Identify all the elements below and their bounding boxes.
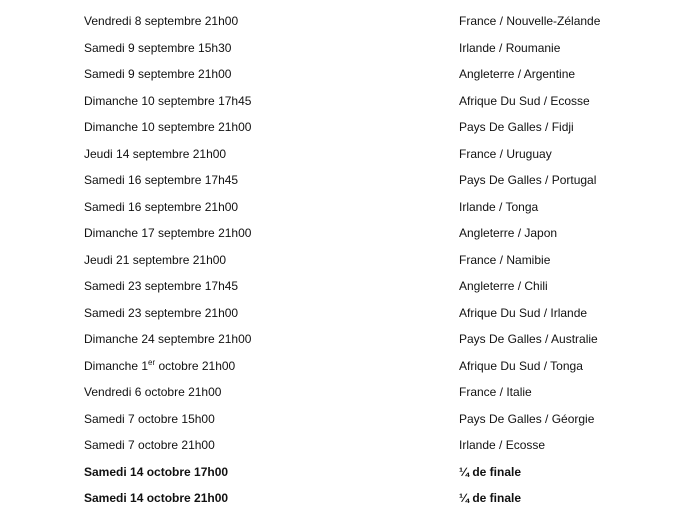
match-teams: ¼ de finale [459, 491, 522, 505]
match-teams: Pays De Galles / Géorgie [459, 411, 595, 426]
match-teams: Irlande / Ecosse [459, 438, 546, 452]
match-date: Samedi 9 septembre 21h00 [84, 67, 232, 81]
schedule-row [0, 8, 700, 35]
match-teams: Afrique Du Sud / Irlande [459, 305, 588, 320]
schedule-row [0, 194, 700, 221]
match-date: Samedi 14 octobre 17h00 [84, 464, 229, 479]
match-date: Samedi 16 septembre 21h00 [84, 199, 239, 214]
match-date: Samedi 7 octobre 15h00 [84, 411, 215, 426]
match-teams: France / Namibie [459, 252, 551, 267]
match-date: Vendredi 8 septembre 21h00 [84, 14, 239, 28]
match-teams: Afrique Du Sud / Ecosse [459, 93, 590, 108]
schedule-row [0, 141, 700, 168]
match-teams: France / Italie [459, 385, 532, 399]
match-date: Samedi 14 octobre 21h00 [84, 491, 229, 505]
match-date: Dimanche 10 septembre 21h00 [84, 120, 252, 134]
schedule-row [0, 220, 700, 247]
schedule-row [0, 35, 700, 62]
match-teams: France / Uruguay [459, 146, 552, 161]
schedule-row [0, 61, 700, 88]
schedule-row [0, 406, 700, 433]
match-date: Samedi 16 septembre 17h45 [84, 173, 239, 187]
match-date: Samedi 23 septembre 21h00 [84, 305, 239, 320]
match-date: Dimanche 24 septembre 21h00 [84, 332, 252, 346]
schedule-row [0, 247, 700, 274]
match-teams: Irlande / Tonga [459, 199, 539, 214]
match-date [84, 358, 235, 374]
schedule-row [0, 379, 700, 406]
schedule-row [0, 353, 700, 380]
match-date: Dimanche 10 septembre 17h45 [84, 93, 252, 108]
match-date: Dimanche 17 septembre 21h00 [84, 226, 252, 240]
match-date: Samedi 23 septembre 17h45 [84, 279, 239, 293]
match-date-rest: octobre 21h00 [155, 358, 236, 373]
schedule-row [0, 167, 700, 194]
match-schedule [0, 8, 700, 512]
match-teams: Afrique Du Sud / Tonga [459, 358, 583, 373]
schedule-row [0, 326, 700, 353]
schedule-row [0, 114, 700, 141]
schedule-row [0, 432, 700, 459]
schedule-row [0, 88, 700, 115]
ordinal-suffix: er [148, 357, 156, 367]
match-teams: Angleterre / Chili [459, 279, 548, 293]
match-date: Vendredi 6 octobre 21h00 [84, 385, 222, 399]
match-teams: Angleterre / Japon [459, 226, 558, 240]
match-teams: ¼ de finale [459, 464, 522, 479]
match-date-day: Dimanche 1 [84, 358, 149, 373]
match-teams: Pays De Galles / Portugal [459, 173, 597, 187]
schedule-row [0, 273, 700, 300]
schedule-row [0, 300, 700, 327]
schedule-row-quarterfinal [0, 485, 700, 512]
match-teams: France / Nouvelle-Zélande [459, 14, 601, 28]
match-teams: Pays De Galles / Fidji [459, 120, 574, 134]
match-date: Jeudi 21 septembre 21h00 [84, 252, 227, 267]
match-date: Samedi 9 septembre 15h30 [84, 40, 232, 55]
match-teams: Angleterre / Argentine [459, 67, 576, 81]
schedule-row-quarterfinal [0, 459, 700, 486]
match-date: Jeudi 14 septembre 21h00 [84, 146, 227, 161]
match-teams: Pays De Galles / Australie [459, 332, 598, 346]
match-date: Samedi 7 octobre 21h00 [84, 438, 215, 452]
match-teams: Irlande / Roumanie [459, 40, 561, 55]
